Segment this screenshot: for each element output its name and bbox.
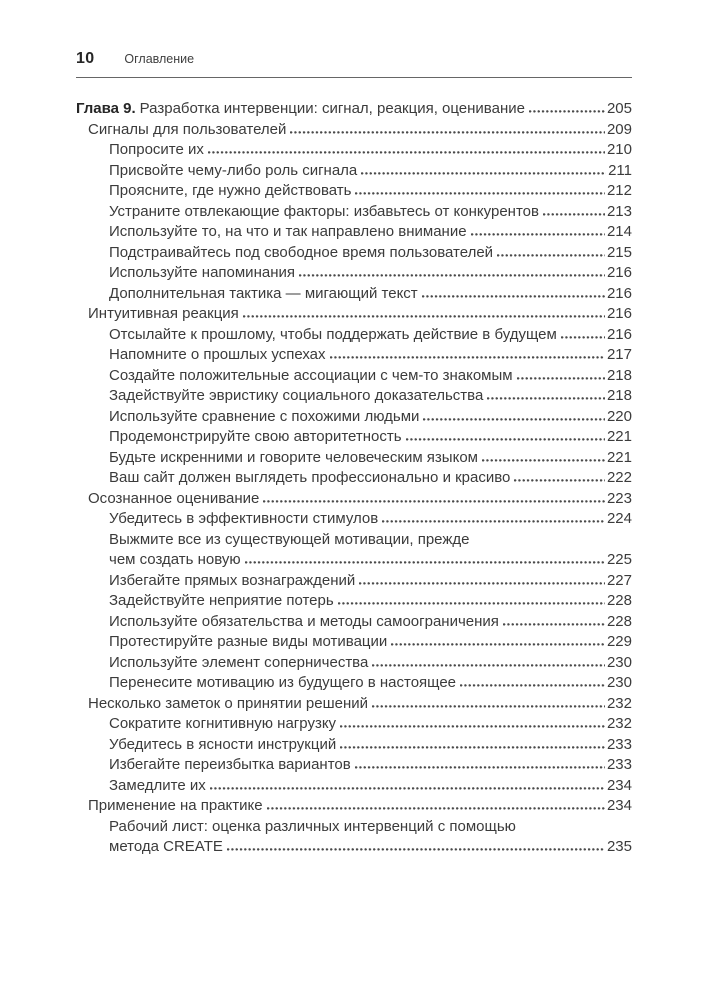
toc-entry bbox=[76, 673, 632, 694]
dot-leader bbox=[460, 682, 605, 687]
dot-leader bbox=[227, 846, 605, 851]
toc-entry bbox=[76, 612, 632, 633]
toc-entry bbox=[76, 530, 632, 551]
dot-leader bbox=[245, 559, 605, 564]
dot-leader bbox=[517, 375, 605, 380]
entry-title: Напомните о прошлых успехах bbox=[109, 346, 326, 363]
toc-entry bbox=[76, 735, 632, 756]
entry-page-number: 233 bbox=[606, 756, 632, 773]
toc-entry bbox=[76, 202, 632, 223]
entry-page-number: 215 bbox=[606, 243, 632, 261]
entry-page-number: 220 bbox=[606, 407, 632, 425]
entry-title: Разработка интервенции: сигнал, реакция, оценивание bbox=[139, 100, 525, 117]
entry-page-number: 221 bbox=[606, 448, 632, 466]
entry-title: Избегайте прямых вознаграждений bbox=[109, 571, 356, 589]
dot-leader bbox=[208, 149, 605, 154]
toc-entry bbox=[76, 571, 632, 592]
entry-title: метода CREATE bbox=[109, 838, 223, 855]
entry-page-number: 235 bbox=[606, 838, 632, 855]
entry-page-number: 221 bbox=[606, 428, 632, 445]
entry-title: Подстраивайтесь под свободное время пользователей bbox=[109, 243, 494, 261]
page-number: 10 bbox=[76, 50, 95, 67]
toc-entry bbox=[76, 304, 632, 325]
entry-page-number: 222 bbox=[606, 469, 632, 486]
dot-leader bbox=[299, 272, 605, 277]
toc-entry bbox=[76, 99, 632, 120]
toc-entry bbox=[76, 263, 632, 284]
entry-page-number: 230 bbox=[606, 653, 632, 671]
dot-leader bbox=[391, 641, 605, 646]
toc-entry bbox=[76, 550, 632, 571]
entry-page-number: 228 bbox=[606, 592, 632, 609]
toc-entry bbox=[76, 325, 632, 346]
entry-page-number: 229 bbox=[606, 633, 632, 650]
entry-page-number: 224 bbox=[606, 510, 632, 527]
toc-entry bbox=[76, 407, 632, 428]
entry-title: Перенесите мотивацию из будущего в настоящее bbox=[109, 674, 457, 691]
entry-title: Протестируйте разные виды мотивации bbox=[109, 633, 388, 650]
toc-entry bbox=[76, 694, 632, 715]
dot-leader bbox=[355, 190, 605, 195]
dot-leader bbox=[471, 231, 605, 236]
toc-entry bbox=[76, 653, 632, 674]
toc-entry bbox=[76, 468, 632, 489]
entry-page-number: 209 bbox=[606, 120, 632, 138]
dot-leader bbox=[243, 313, 605, 318]
entry-title: Убедитесь в эффективности стимулов bbox=[109, 510, 379, 527]
entry-page-number: 217 bbox=[606, 346, 632, 363]
running-title: Оглавление bbox=[124, 52, 195, 66]
toc-entry bbox=[76, 632, 632, 653]
toc-entry bbox=[76, 509, 632, 530]
dot-leader bbox=[355, 764, 605, 769]
entry-title: Задействуйте неприятие потерь bbox=[109, 592, 334, 609]
toc-entry bbox=[76, 591, 632, 612]
toc-entry bbox=[76, 243, 632, 264]
entry-title: Интуитивная реакция bbox=[88, 305, 239, 322]
entry-page-number: 205 bbox=[606, 100, 632, 117]
entry-title: Задействуйте эвристику социального доказательства bbox=[109, 387, 484, 404]
entry-page-number: 230 bbox=[606, 674, 632, 691]
entry-title: Убедитесь в ясности инструкций bbox=[109, 735, 337, 753]
entry-page-number: 225 bbox=[606, 551, 632, 568]
entry-page-number: 234 bbox=[606, 776, 632, 794]
entry-title: Рабочий лист: оценка различных интервенций с помощью bbox=[109, 817, 516, 835]
entry-title: Продемонстрируйте свою авторитетность bbox=[109, 428, 402, 445]
entry-page-number: 211 bbox=[608, 161, 632, 179]
entry-title: Используйте сравнение с похожими людьми bbox=[109, 407, 420, 425]
entry-page-number: 216 bbox=[606, 284, 632, 302]
chapter-prefix: Глава 9. bbox=[76, 100, 136, 117]
dot-leader bbox=[330, 354, 605, 359]
entry-title: Замедлите их bbox=[109, 776, 206, 794]
entry-title: Присвойте чему-либо роль сигнала bbox=[109, 161, 358, 179]
dot-leader bbox=[543, 211, 605, 216]
entry-page-number: 232 bbox=[606, 715, 632, 732]
toc-entry bbox=[76, 489, 632, 510]
entry-page-number: 233 bbox=[606, 735, 632, 753]
entry-title: Применение на практике bbox=[88, 797, 263, 814]
entry-title: Сигналы для пользователей bbox=[88, 120, 287, 138]
dot-leader bbox=[290, 129, 605, 134]
entry-page-number: 212 bbox=[606, 182, 632, 199]
header-rule bbox=[76, 77, 632, 78]
entry-title: Дополнительная тактика — мигающий текст bbox=[109, 284, 418, 302]
entry-title: Используйте элемент соперничества bbox=[109, 653, 369, 671]
dot-leader bbox=[423, 416, 605, 421]
entry-title: Ваш сайт должен выглядеть профессионально и красиво bbox=[109, 469, 511, 486]
entry-title: Отсылайте к прошлому, чтобы поддержать действие в будущем bbox=[109, 325, 557, 343]
entry-page-number: 210 bbox=[606, 141, 632, 158]
toc-entry bbox=[76, 755, 632, 776]
toc-entry bbox=[76, 837, 632, 858]
entry-page-number: 216 bbox=[606, 264, 632, 281]
dot-leader bbox=[406, 436, 605, 441]
entry-page-number: 227 bbox=[606, 571, 632, 589]
dot-leader bbox=[210, 785, 605, 790]
dot-leader bbox=[340, 744, 605, 749]
dot-leader bbox=[503, 621, 605, 626]
toc-entry bbox=[76, 161, 632, 182]
entry-title: Проясните, где нужно действовать bbox=[109, 182, 352, 199]
entry-page-number: 213 bbox=[606, 202, 632, 220]
toc-entry bbox=[76, 222, 632, 243]
dot-leader bbox=[340, 723, 605, 728]
entry-page-number: 234 bbox=[606, 797, 632, 814]
entry-title: Сократите когнитивную нагрузку bbox=[109, 715, 337, 732]
entry-title: Будьте искренними и говорите человеческим языком bbox=[109, 448, 478, 466]
toc-entry bbox=[76, 776, 632, 797]
dot-leader bbox=[482, 457, 605, 462]
toc-entry bbox=[76, 345, 632, 366]
toc-list bbox=[76, 99, 632, 858]
dot-leader bbox=[361, 170, 606, 175]
entry-title: Попросите их bbox=[109, 141, 204, 158]
entry-title: чем создать новую bbox=[109, 551, 241, 568]
toc-entry bbox=[76, 817, 632, 838]
dot-leader bbox=[267, 805, 605, 810]
toc-entry bbox=[76, 448, 632, 469]
entry-title: Используйте обязательства и методы самоограничения bbox=[109, 612, 499, 630]
entry-title: Создайте положительные ассоциации с чем-то знакомым bbox=[109, 366, 513, 384]
toc-entry bbox=[76, 386, 632, 407]
toc-entry bbox=[76, 366, 632, 387]
toc-entry bbox=[76, 796, 632, 817]
dot-leader bbox=[497, 252, 605, 257]
entry-title: Избегайте переизбытка вариантов bbox=[109, 756, 351, 773]
dot-leader bbox=[263, 498, 605, 503]
dot-leader bbox=[422, 293, 605, 298]
entry-title: Используйте напоминания bbox=[109, 264, 295, 281]
entry-title: Устраните отвлекающие факторы: избавьтесь от конкурентов bbox=[109, 202, 539, 220]
page-header bbox=[76, 50, 632, 68]
toc-entry bbox=[76, 284, 632, 305]
toc-entry bbox=[76, 714, 632, 735]
entry-page-number: 223 bbox=[606, 489, 632, 507]
dot-leader bbox=[561, 334, 605, 339]
toc-entry bbox=[76, 120, 632, 141]
entry-page-number: 218 bbox=[606, 387, 632, 404]
entry-title: Несколько заметок о принятии решений bbox=[88, 694, 369, 712]
dot-leader bbox=[338, 600, 605, 605]
dot-leader bbox=[359, 580, 605, 585]
toc-entry bbox=[76, 181, 632, 202]
toc-entry bbox=[76, 140, 632, 161]
entry-title: Осознанное оценивание bbox=[88, 489, 260, 507]
entry-title: Выжмите все из существующей мотивации, прежде bbox=[109, 530, 470, 548]
dot-leader bbox=[514, 477, 605, 482]
dot-leader bbox=[372, 703, 605, 708]
entry-title: Используйте то, на что и так направлено внимание bbox=[109, 223, 467, 240]
dot-leader bbox=[487, 395, 605, 400]
entry-page-number: 216 bbox=[606, 325, 632, 343]
toc-entry bbox=[76, 427, 632, 448]
dot-leader bbox=[372, 662, 605, 667]
entry-page-number: 214 bbox=[606, 223, 632, 240]
entry-page-number: 228 bbox=[606, 612, 632, 630]
entry-page-number: 232 bbox=[606, 694, 632, 712]
entry-page-number: 216 bbox=[606, 305, 632, 322]
dot-leader bbox=[382, 518, 605, 523]
entry-page-number: 218 bbox=[606, 366, 632, 384]
dot-leader bbox=[529, 108, 605, 113]
